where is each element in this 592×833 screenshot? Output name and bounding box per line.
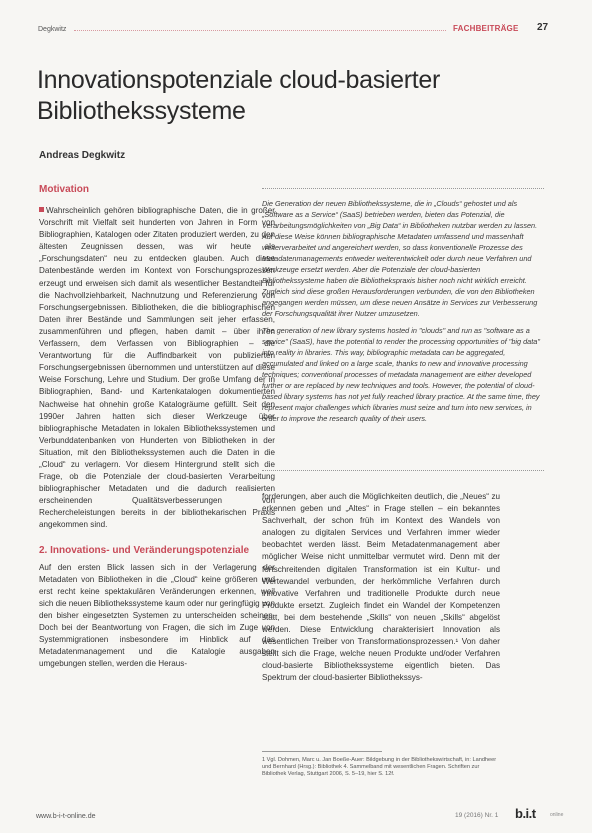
column-right — [262, 491, 500, 685]
column-left — [39, 184, 275, 670]
abstract-top-rule — [262, 188, 544, 189]
section-body-innovation: Auf den ersten Blick lassen sich in der Verlagerung der Metadaten von Bibliotheken in die „Cloud“ keine größeren und erst recht keine spektakulären Veränderungen erkennen, weil sich die neuen Bibliothekssysteme kaum oder nur geringfügig von den bisher eingesetzten Systemen zu unterscheiden scheinen. Doch bei der Beantwortung von Fragen, die sich im Zuge von Systemmigrationen insbesondere im Hinblick auf das Metadatenmanagement und die Katalogie ausgaben umgebungen stellen, werden die Heraus- — [39, 562, 275, 669]
footer-url[interactable]: www.b-i-t-online.de — [36, 813, 96, 820]
section-start-marker — [39, 207, 44, 212]
abstract-english: The generation of new library systems hosted in "clouds" and run as "software as a service" (SaaS), have the potential to render the processing opportunities of "big data" into reality in libraries. This way, bibliographic metadata can be aggregated, accumulated and linked on a large scale, thanks to new and innovative processing techniques; conventional processes of metadata management are either developed further or are replaced by new techniques and tools. However, the potential of cloud-based library systems has not yet fully reached library practice. At the same time, they represent major challenges which libraries must seize and turn into new services, in order to improve the research quality of their users. — [262, 326, 540, 423]
logo-main: b.i.t — [515, 806, 536, 821]
section-body-innovation-continued: forderungen, aber auch die Möglichkeiten deutlich, die „Neues“ zu erkennen geben und „Altes“ in Frage stellen – ein bekanntes Sachverhalt, der schon früh im Kontext des Wandels von analogen zu digitalen Services und Verfahren immer wieder beobachtet werden lässt. Beim Metadatenmanagement aber möglicher Weise nicht unmittelbar vermutet wird. Denn mit der fortschreitenden digitalen Transformation ist ein Kultur- und Wertewandel verbunden, der herkömmliche Verfahren durch innovative Verfahren und traditionelle Produkte durch neue Produkte ersetzt. Zugleich findet ein Wandel der Kompetenzen statt, bei dem bestehende „Skills“ von neuen „Skills“ abgelöst werden. Diese Entwicklung charakterisiert Innovation als wesentlichen Treiber von Transformationsprozessen.¹ Von daher stellt sich die Frage, welche neuen Produkte und/oder Verfahren cloud-basierte Bibliothekssysteme eigentlich bieten. Das Spektrum der cloud-basierter Bibliothekssys- — [262, 492, 500, 683]
running-title: Degkwitz — [38, 26, 67, 33]
abstract-german: Die Generation der neuen Bibliothekssysteme, die in „Clouds“ gehostet und als „Software as a Service“ (SaaS) betrieben werden, bieten das Potenzial, die Verarbeitungsmöglichkeiten von „Big Data“ in Bibliotheken nutzbar werden zu lassen. Auf diese Weise können bibliographische Metadaten umfassend und massenhaft weiterverarbeitet und angereichert werden, so dass konventionelle Prozesse des Metadatenmanagements entweder weiterentwickelt oder durch neue Verfahren und Werkzeuge ersetzt werden. Aber die Potenziale der cloud-basierten Bibliothekssysteme haben die Bibliothekspraxis bisher noch nicht wirklich erreicht. Zugleich sind diese großen Herausforderungen verbunden, die von den Bibliotheken angegangen werden müssen, um diese neuen Ansätze in Services zur Verbesserung der Forschungsqualität ihrer Nutzer umzusetzen. — [262, 199, 538, 318]
section-heading-innovation: 2. Innovations- und Veränderungspotenziale — [39, 544, 250, 556]
page-number: 27 — [537, 22, 549, 33]
footer-issue: 19 (2016) Nr. 1 — [455, 812, 499, 819]
abstract-box — [262, 198, 542, 430]
article-title: Innovationspotenziale cloud-basierter Bibliothekssysteme — [37, 66, 441, 125]
footnote: 1 Vgl. Dohmen, Marc u. Jan Boeße-Auer: Bildgebung in der Bibliothekswirtschaft, in: Landheer und Bernhard (Hrsg.): Bibliothek 4. Sammelband mit wesentlichen Fragen. Schriften zur Bibliothek Verlag, Stuttgart 2006, S. 5–19, hier S. 12f. — [262, 757, 497, 778]
section-heading-motivation: Motivation — [39, 184, 89, 195]
footnote-rule — [262, 751, 382, 752]
logo-subtitle: online — [550, 812, 564, 818]
section-body-motivation — [39, 205, 275, 532]
header-rule — [74, 30, 446, 31]
abstract-bottom-rule — [262, 470, 544, 471]
journal-logo — [515, 806, 536, 821]
article-author: Andreas Degkwitz — [39, 150, 126, 161]
motivation-text: Wahrscheinlich gehören bibliographische Daten, die in großer Vorschrift mit Vielfalt seit hunderten von Jahren in Form von Bibliographien, Katalogen oder Zitaten produziert werden, zu den ältesten Zeugnissen dessen, was wir heute als „Forschungsdaten“ neu zu entdecken glauben. Auch diese Datenbestände werden im Kontext von Forschungsprozessen erzeugt und erweisen sich damit als wesentlicher Bestandteil für die Nachvollziehbarkeit, Nachnutzung und Referenzierung von Forschungsergebnissen. Bibliotheken, die die bibliographischen Daten ihrer Bestände und Sammlungen seit jeher erfassen, zusammenführen und pflegen, haben damit – über ihren Verfassern, dem Verfassen von Bibliographien – die Verantwortung für die Auffindbarkeit von publizierten Forschungsergebnissen übernommen und unterstützen auf diese Weise Forschung, Lehre und Studium. Der große Umfang der in Bibliographien, Band- und Kartenkatalogen dokumentierten Nachweise hat ohnehin große Katalogräume gefüllt. Seit den 1990er Jahren hatten sich dieser Werkzeuge über bibliographische Metadaten in lokalen Bibliothekssystemen und Verbunddatenbanken von Hunderten von Bibliotheken in der Situation, mit den Bibliothekssystemen auch die Daten in die „Cloud“ zu verlagern. Vor diesem Hintergrund stellt sich die Frage, ob die Potenziale der cloud-basierten Verarbeitung bibliographischer Metadaten und die dadurch realisierten erscheinenden Qualitätsverbesserungen von Rechercheleistungen bereits in der bibliothekarischen Praxis angekommen sind. — [39, 206, 275, 530]
section-label: FACHBEITRÄGE — [453, 24, 519, 33]
